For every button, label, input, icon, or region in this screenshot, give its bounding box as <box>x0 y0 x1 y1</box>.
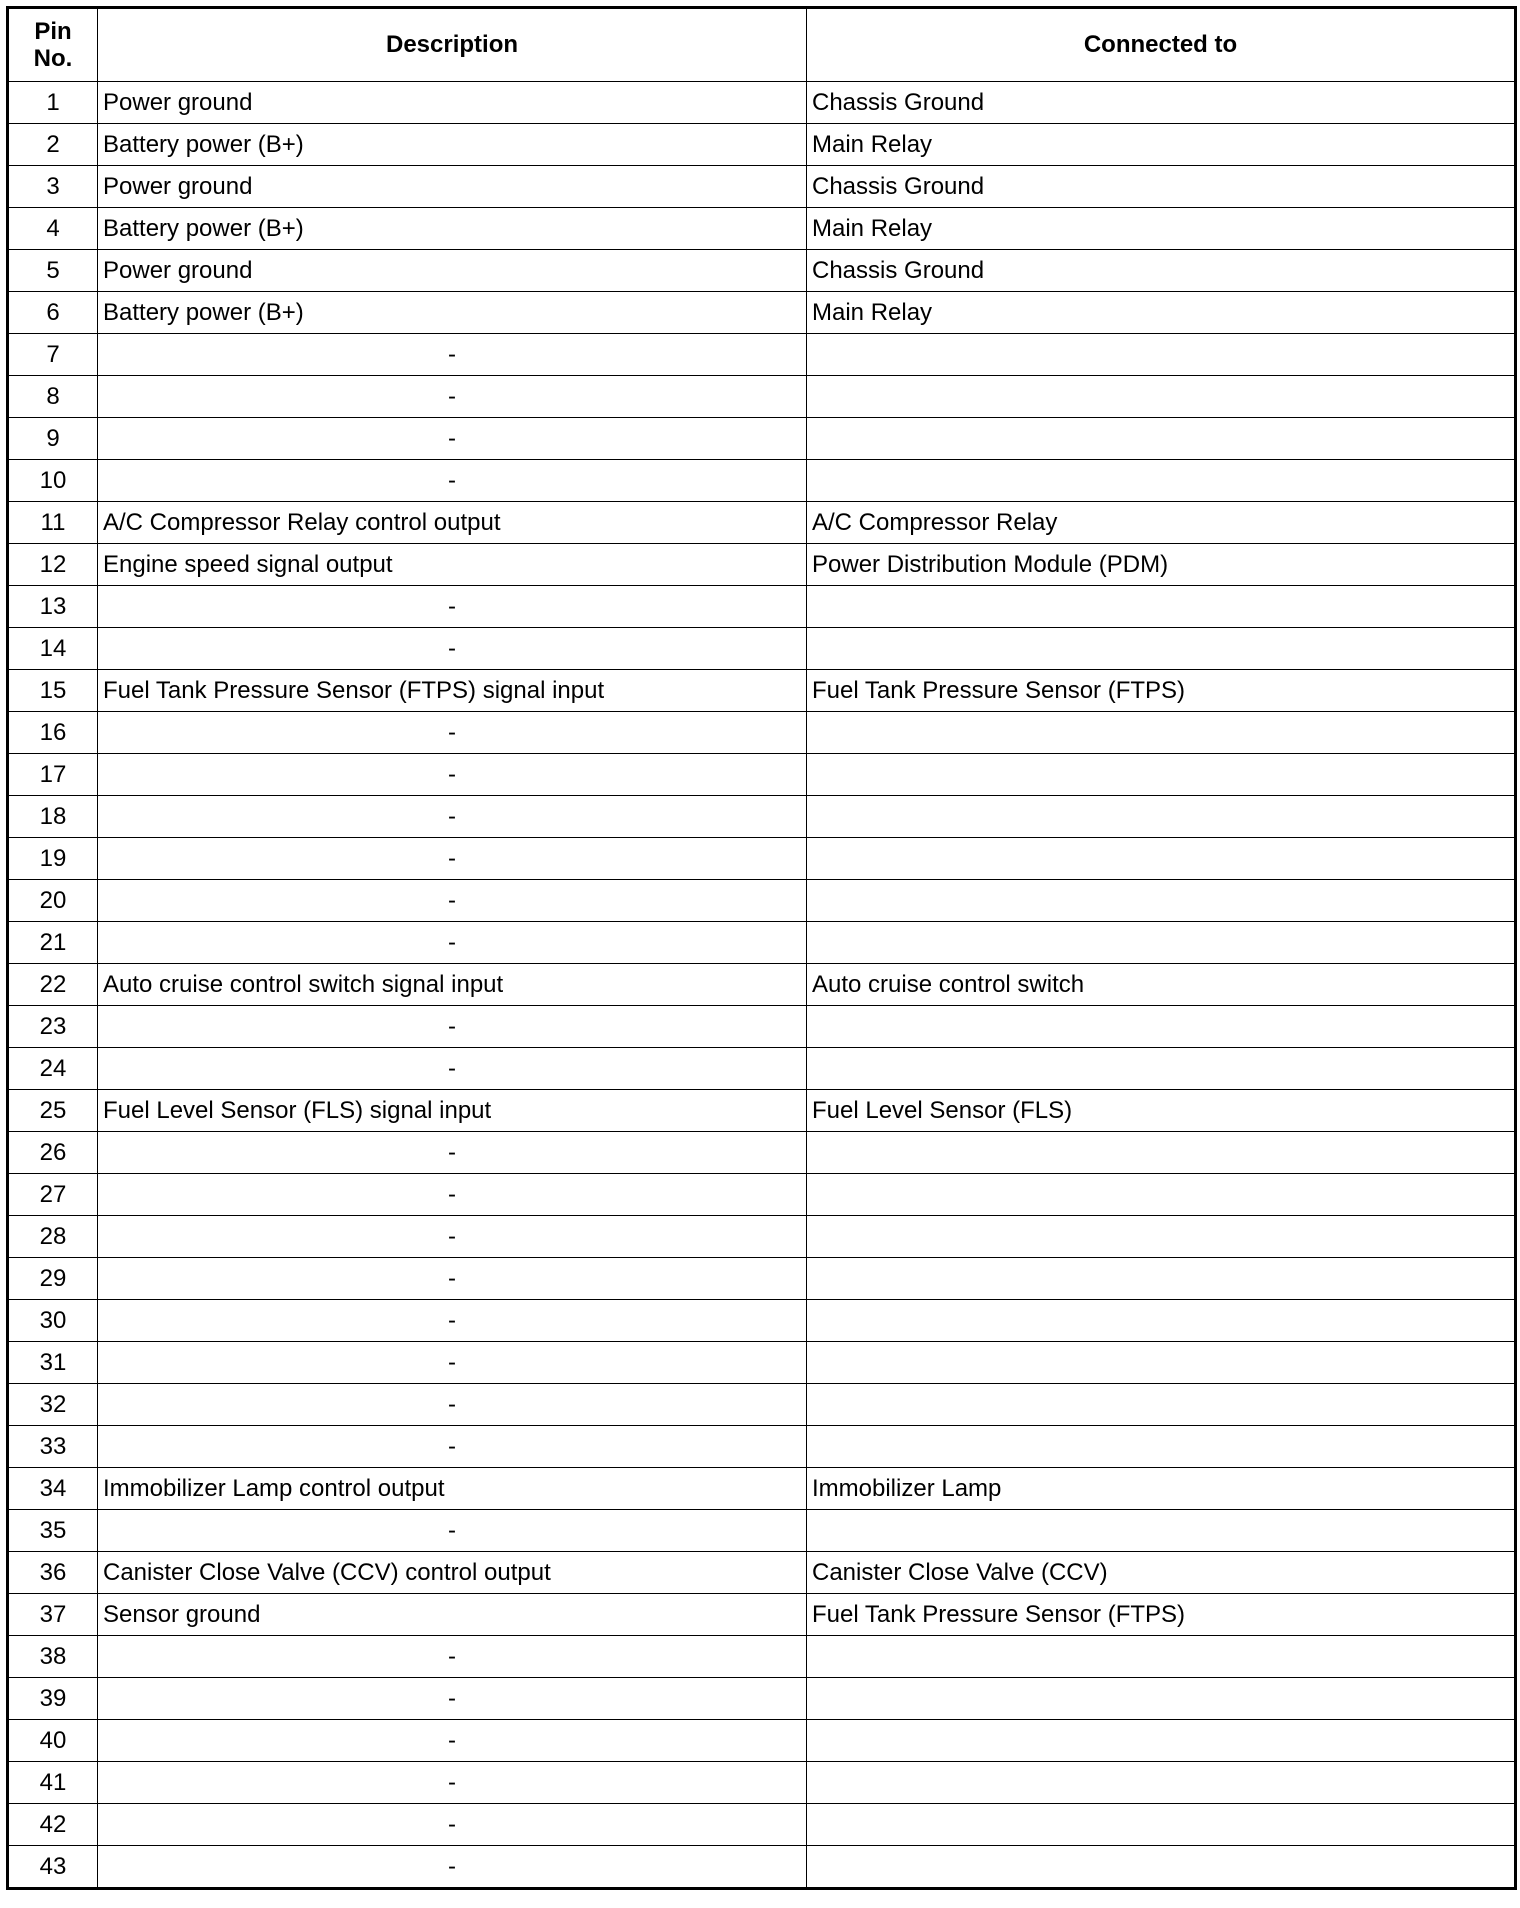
table-row <box>8 1636 1516 1678</box>
table-row <box>8 82 1516 124</box>
description-cell: - <box>98 1132 807 1174</box>
description-cell: - <box>98 376 807 418</box>
pin-number-cell: 34 <box>8 1468 98 1510</box>
description-cell: - <box>98 838 807 880</box>
table-row <box>8 712 1516 754</box>
table-row <box>8 1594 1516 1636</box>
pin-number-cell: 11 <box>8 502 98 544</box>
connected-to-cell <box>807 1804 1516 1846</box>
connected-to-cell: Canister Close Valve (CCV) <box>807 1552 1516 1594</box>
pin-number-cell: 32 <box>8 1384 98 1426</box>
pin-number-cell: 6 <box>8 292 98 334</box>
pin-number-cell: 10 <box>8 460 98 502</box>
header-pin-no <box>8 8 98 82</box>
table-row <box>8 1846 1516 1889</box>
connected-to-cell <box>807 1258 1516 1300</box>
description-cell: - <box>98 880 807 922</box>
pin-number-cell: 1 <box>8 82 98 124</box>
connected-to-cell: Fuel Tank Pressure Sensor (FTPS) <box>807 670 1516 712</box>
description-cell: Battery power (B+) <box>98 208 807 250</box>
pin-number-cell: 27 <box>8 1174 98 1216</box>
pin-number-cell: 15 <box>8 670 98 712</box>
table-row <box>8 292 1516 334</box>
description-cell: - <box>98 1342 807 1384</box>
description-cell: - <box>98 1216 807 1258</box>
table-row <box>8 334 1516 376</box>
table-row <box>8 1300 1516 1342</box>
table-row <box>8 250 1516 292</box>
description-cell: - <box>98 334 807 376</box>
table-row <box>8 880 1516 922</box>
header-row <box>8 8 1516 82</box>
pin-number-cell: 30 <box>8 1300 98 1342</box>
pin-number-cell: 26 <box>8 1132 98 1174</box>
table-row <box>8 124 1516 166</box>
description-cell: - <box>98 1636 807 1678</box>
table-row <box>8 1216 1516 1258</box>
connected-to-cell: Chassis Ground <box>807 82 1516 124</box>
description-cell: Power ground <box>98 166 807 208</box>
connected-to-cell <box>807 922 1516 964</box>
description-cell: Sensor ground <box>98 1594 807 1636</box>
table-row <box>8 1804 1516 1846</box>
pin-number-cell: 5 <box>8 250 98 292</box>
table-row <box>8 922 1516 964</box>
pin-number-cell: 17 <box>8 754 98 796</box>
connected-to-cell: Fuel Level Sensor (FLS) <box>807 1090 1516 1132</box>
table-header <box>8 8 1516 82</box>
description-cell: Engine speed signal output <box>98 544 807 586</box>
connected-to-cell <box>807 712 1516 754</box>
connected-to-cell <box>807 376 1516 418</box>
table-row <box>8 586 1516 628</box>
pin-number-cell: 39 <box>8 1678 98 1720</box>
pin-number-cell: 42 <box>8 1804 98 1846</box>
pin-number-cell: 12 <box>8 544 98 586</box>
table-row <box>8 1552 1516 1594</box>
pin-number-cell: 35 <box>8 1510 98 1552</box>
pin-number-cell: 8 <box>8 376 98 418</box>
description-cell: - <box>98 1384 807 1426</box>
description-cell: - <box>98 1804 807 1846</box>
table-row <box>8 1468 1516 1510</box>
description-cell: - <box>98 1174 807 1216</box>
description-cell: - <box>98 1510 807 1552</box>
connected-to-cell <box>807 1048 1516 1090</box>
pin-number-cell: 31 <box>8 1342 98 1384</box>
table-row <box>8 502 1516 544</box>
connected-to-cell <box>807 1636 1516 1678</box>
header-description: Description <box>98 8 807 82</box>
table-row <box>8 1762 1516 1804</box>
connected-to-cell: Chassis Ground <box>807 250 1516 292</box>
table-row <box>8 1720 1516 1762</box>
table-row <box>8 418 1516 460</box>
table-row <box>8 166 1516 208</box>
table-row <box>8 628 1516 670</box>
connected-to-cell <box>807 1510 1516 1552</box>
pin-number-cell: 9 <box>8 418 98 460</box>
table-row <box>8 754 1516 796</box>
table-row <box>8 544 1516 586</box>
connected-to-cell <box>807 1762 1516 1804</box>
connected-to-cell <box>807 1006 1516 1048</box>
connected-to-cell <box>807 460 1516 502</box>
connected-to-cell <box>807 1678 1516 1720</box>
table-row <box>8 376 1516 418</box>
connected-to-cell: A/C Compressor Relay <box>807 502 1516 544</box>
pin-number-cell: 23 <box>8 1006 98 1048</box>
pin-number-cell: 18 <box>8 796 98 838</box>
description-cell: - <box>98 1048 807 1090</box>
connected-to-cell <box>807 880 1516 922</box>
header-pin-line2: No. <box>33 45 73 72</box>
pin-number-cell: 33 <box>8 1426 98 1468</box>
description-cell: - <box>98 1258 807 1300</box>
connected-to-cell: Immobilizer Lamp <box>807 1468 1516 1510</box>
description-cell: - <box>98 1300 807 1342</box>
description-cell: Auto cruise control switch signal input <box>98 964 807 1006</box>
connected-to-cell: Main Relay <box>807 208 1516 250</box>
description-cell: Battery power (B+) <box>98 292 807 334</box>
pin-number-cell: 28 <box>8 1216 98 1258</box>
connected-to-cell <box>807 628 1516 670</box>
description-cell: Immobilizer Lamp control output <box>98 1468 807 1510</box>
table-row <box>8 670 1516 712</box>
connected-to-cell <box>807 1132 1516 1174</box>
pin-assignment-table <box>6 6 1517 1890</box>
connected-to-cell: Main Relay <box>807 124 1516 166</box>
description-cell: - <box>98 418 807 460</box>
pin-number-cell: 13 <box>8 586 98 628</box>
table-row <box>8 1048 1516 1090</box>
table-row <box>8 1342 1516 1384</box>
header-pin-line1: Pin <box>34 18 72 45</box>
table-row <box>8 1258 1516 1300</box>
table-row <box>8 1174 1516 1216</box>
description-cell: - <box>98 1678 807 1720</box>
pin-number-cell: 14 <box>8 628 98 670</box>
description-cell: Fuel Tank Pressure Sensor (FTPS) signal input <box>98 670 807 712</box>
table-row <box>8 1678 1516 1720</box>
description-cell: - <box>98 1006 807 1048</box>
connected-to-cell <box>807 754 1516 796</box>
connected-to-cell <box>807 1342 1516 1384</box>
description-cell: - <box>98 628 807 670</box>
table-row <box>8 796 1516 838</box>
pin-number-cell: 19 <box>8 838 98 880</box>
pin-number-cell: 22 <box>8 964 98 1006</box>
pin-number-cell: 24 <box>8 1048 98 1090</box>
connected-to-cell: Main Relay <box>807 292 1516 334</box>
connected-to-cell <box>807 586 1516 628</box>
pin-number-cell: 40 <box>8 1720 98 1762</box>
description-cell: - <box>98 1846 807 1889</box>
connected-to-cell <box>807 1426 1516 1468</box>
pin-number-cell: 20 <box>8 880 98 922</box>
table-row <box>8 1006 1516 1048</box>
connected-to-cell <box>807 796 1516 838</box>
description-cell: - <box>98 754 807 796</box>
connected-to-cell: Chassis Ground <box>807 166 1516 208</box>
pin-number-cell: 29 <box>8 1258 98 1300</box>
pin-number-cell: 2 <box>8 124 98 166</box>
pin-number-cell: 25 <box>8 1090 98 1132</box>
pin-number-cell: 7 <box>8 334 98 376</box>
connected-to-cell: Fuel Tank Pressure Sensor (FTPS) <box>807 1594 1516 1636</box>
connected-to-cell <box>807 1174 1516 1216</box>
description-cell: Battery power (B+) <box>98 124 807 166</box>
description-cell: - <box>98 586 807 628</box>
description-cell: - <box>98 460 807 502</box>
table-row <box>8 1426 1516 1468</box>
connected-to-cell: Auto cruise control switch <box>807 964 1516 1006</box>
description-cell: Canister Close Valve (CCV) control output <box>98 1552 807 1594</box>
pin-number-cell: 3 <box>8 166 98 208</box>
table-row <box>8 1510 1516 1552</box>
description-cell: - <box>98 1720 807 1762</box>
connected-to-cell: Power Distribution Module (PDM) <box>807 544 1516 586</box>
connected-to-cell <box>807 1720 1516 1762</box>
connected-to-cell <box>807 838 1516 880</box>
table-body <box>8 82 1516 1889</box>
pin-number-cell: 37 <box>8 1594 98 1636</box>
table-row <box>8 208 1516 250</box>
pin-number-cell: 21 <box>8 922 98 964</box>
pin-number-cell: 38 <box>8 1636 98 1678</box>
description-cell: Power ground <box>98 250 807 292</box>
connected-to-cell <box>807 334 1516 376</box>
description-cell: - <box>98 922 807 964</box>
description-cell: - <box>98 712 807 754</box>
table-row <box>8 838 1516 880</box>
table-row <box>8 460 1516 502</box>
description-cell: - <box>98 1762 807 1804</box>
pin-number-cell: 4 <box>8 208 98 250</box>
pin-number-cell: 43 <box>8 1846 98 1889</box>
connected-to-cell <box>807 1384 1516 1426</box>
description-cell: A/C Compressor Relay control output <box>98 502 807 544</box>
table-row <box>8 964 1516 1006</box>
connected-to-cell <box>807 1300 1516 1342</box>
table-row <box>8 1384 1516 1426</box>
table-row <box>8 1090 1516 1132</box>
pin-number-cell: 36 <box>8 1552 98 1594</box>
description-cell: Fuel Level Sensor (FLS) signal input <box>98 1090 807 1132</box>
header-connected-to: Connected to <box>807 8 1516 82</box>
pin-number-cell: 16 <box>8 712 98 754</box>
table-row <box>8 1132 1516 1174</box>
pin-number-cell: 41 <box>8 1762 98 1804</box>
description-cell: Power ground <box>98 82 807 124</box>
description-cell: - <box>98 1426 807 1468</box>
description-cell: - <box>98 796 807 838</box>
connected-to-cell <box>807 418 1516 460</box>
connected-to-cell <box>807 1216 1516 1258</box>
connected-to-cell <box>807 1846 1516 1889</box>
